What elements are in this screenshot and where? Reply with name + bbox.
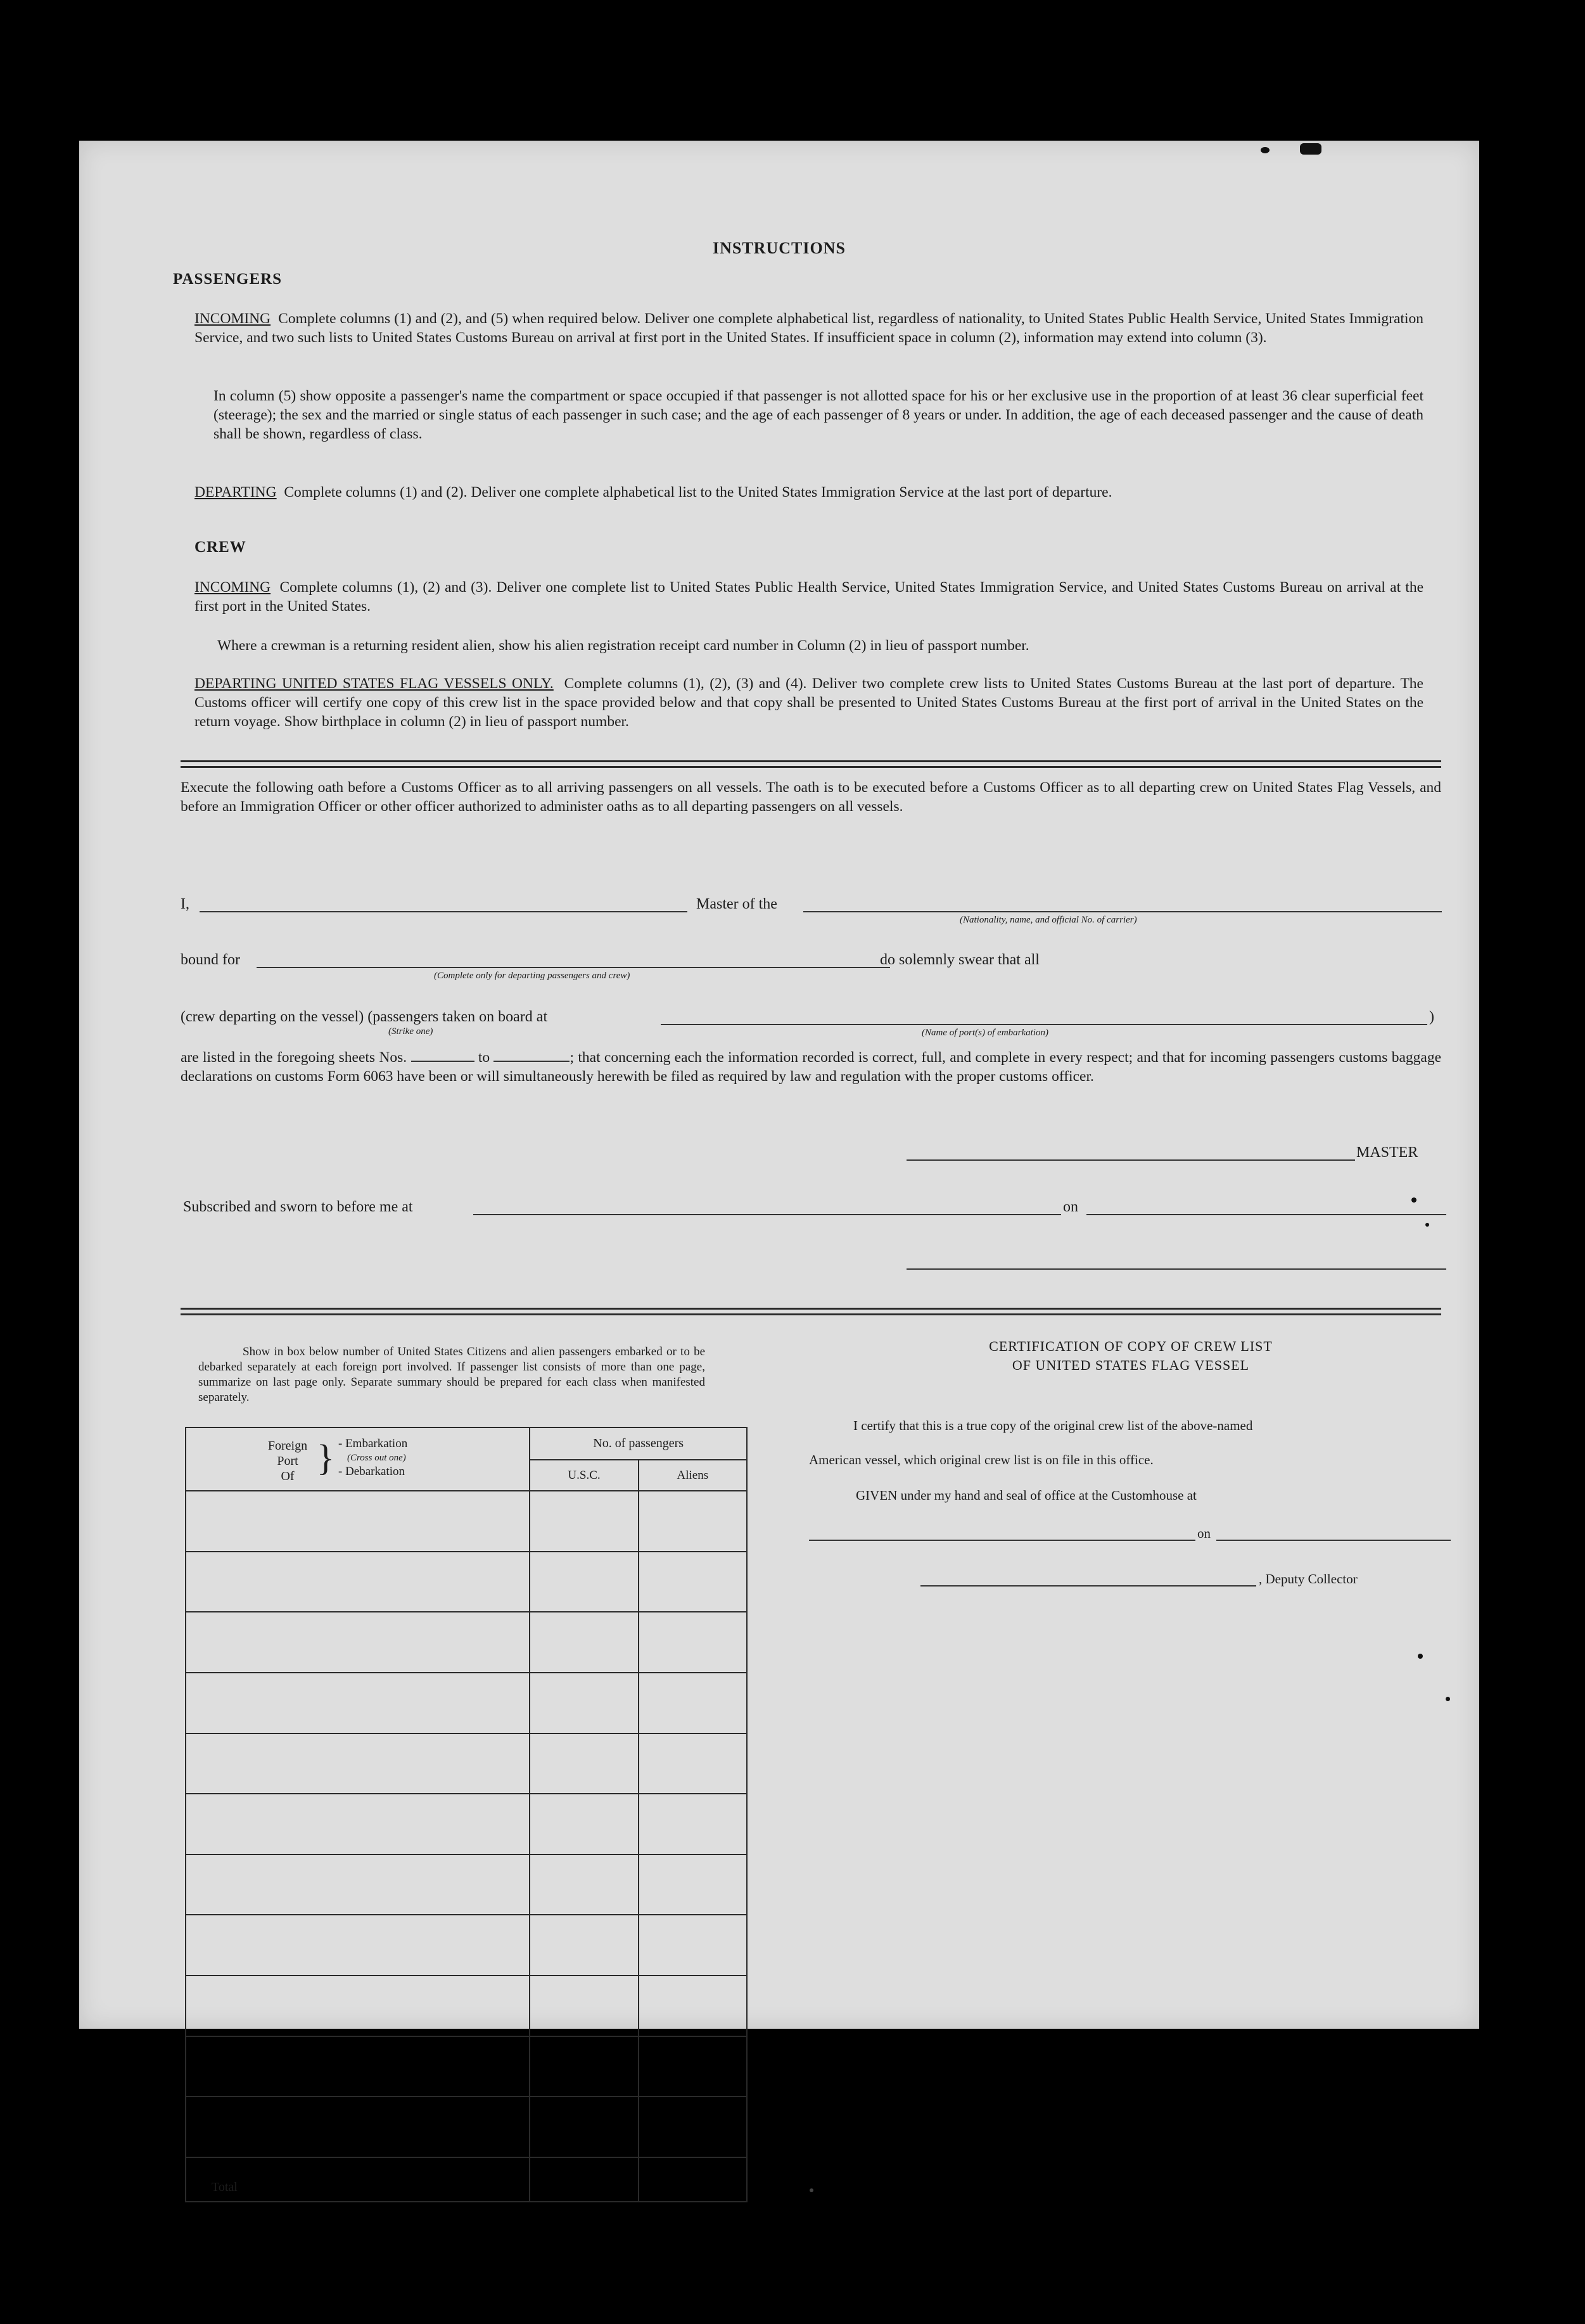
crew-incoming-text: Complete columns (1), (2) and (3). Deliver one complete list to United States Public Health Service, United States Immigration Service, and United States Customs Bureau on arrival at the first port in the United States. bbox=[194, 579, 1423, 615]
no-of-passengers-header: No. of passengers bbox=[530, 1427, 747, 1460]
master-label: MASTER bbox=[1356, 1144, 1418, 1161]
debarkation-label: - Debarkation bbox=[338, 1465, 405, 1478]
scan-speck bbox=[1261, 147, 1270, 153]
table-row[interactable] bbox=[186, 1552, 747, 1612]
bound-for-field[interactable] bbox=[257, 967, 890, 968]
passengers-heading: PASSENGERS bbox=[173, 271, 283, 288]
certification-title-line1: CERTIFICATION OF COPY OF CREW LIST bbox=[989, 1338, 1273, 1354]
table-row[interactable] bbox=[186, 2097, 747, 2157]
table-row[interactable] bbox=[186, 1491, 747, 1552]
passengers-incoming-text: Complete columns (1) and (2), and (5) when required below. Deliver one complete alphabetical list, regardless of nationality, to United States Public Health Service, United States Immigration Service, and two such lists to United States Customs Bureau on arrival at first port in the United States. If insufficient space in column (2), information may extend into column (3). bbox=[194, 310, 1423, 346]
sheet-from-field[interactable] bbox=[411, 1049, 474, 1062]
swear-label: do solemnly swear that all bbox=[880, 952, 1040, 968]
scan-speck bbox=[1418, 1654, 1423, 1659]
strike-one-note: (Strike one) bbox=[388, 1026, 433, 1037]
listed-paragraph bbox=[181, 1048, 1441, 1086]
table-row[interactable] bbox=[186, 1855, 747, 1915]
bound-note: (Complete only for departing passengers and crew) bbox=[434, 971, 630, 981]
table-row[interactable] bbox=[186, 1612, 747, 1673]
crew-departing-paragraph bbox=[194, 674, 1423, 731]
scan-speck bbox=[1425, 1223, 1429, 1227]
certification-on-label: on bbox=[1197, 1526, 1211, 1541]
foreign-label: Foreign bbox=[267, 1439, 308, 1453]
passengers-departing-paragraph bbox=[194, 483, 1423, 502]
table-row[interactable] bbox=[186, 1673, 747, 1733]
crew-departing-label: DEPARTING UNITED STATES FLAG VESSELS ONLY. bbox=[194, 675, 554, 692]
master-of-label: Master of the bbox=[696, 896, 777, 912]
passengers-incoming-paragraph bbox=[194, 309, 1423, 347]
of-label: Of bbox=[281, 1469, 295, 1483]
certification-date-field[interactable] bbox=[1216, 1540, 1451, 1541]
carrier-field[interactable] bbox=[803, 911, 1442, 912]
passengers-incoming-label: INCOMING bbox=[194, 310, 271, 327]
table-row[interactable] bbox=[186, 2036, 747, 2097]
embarkation-label: - Embarkation bbox=[338, 1437, 408, 1450]
bound-for-label: bound for bbox=[181, 952, 240, 968]
crew-heading: CREW bbox=[194, 539, 246, 556]
scan-speck bbox=[810, 2188, 813, 2192]
crew-departing-label-line: (crew departing on the vessel) (passengers taken on board at bbox=[181, 1009, 548, 1025]
usc-header: U.S.C. bbox=[530, 1460, 638, 1491]
subscribed-label: Subscribed and sworn to before me at bbox=[183, 1199, 413, 1215]
scan-speck bbox=[1300, 143, 1321, 155]
passenger-summary-table bbox=[185, 1427, 748, 2202]
crew-incoming-paragraph bbox=[194, 578, 1423, 616]
passengers-departing-label: DEPARTING bbox=[194, 484, 277, 501]
customhouse-field[interactable] bbox=[809, 1540, 1195, 1541]
brace-icon: } bbox=[317, 1437, 334, 1478]
officer-signature-field[interactable] bbox=[907, 1268, 1446, 1270]
sheet-to-field[interactable] bbox=[493, 1049, 570, 1062]
deputy-collector-field[interactable] bbox=[920, 1585, 1256, 1587]
scan-speck bbox=[1411, 1197, 1416, 1203]
deputy-collector-label: , Deputy Collector bbox=[1259, 1571, 1358, 1587]
passengers-column5-paragraph: In column (5) show opposite a passenger's name the compartment or space occupied if that passenger is not allotted space for his or her exclusive use in the proportion of at least 36 clear superficial feet (steerage); the sex and the married or single status of each passenger in such case; and the age of each passenger of 8 years or under. In addition, the age of each deceased passenger and the cause of death shall be shown, regardless of class. bbox=[213, 388, 1423, 442]
table-row[interactable] bbox=[186, 1794, 747, 1855]
form-title: INSTRUCTIONS bbox=[713, 239, 846, 257]
table-row[interactable] bbox=[186, 1976, 747, 2036]
crew-incoming-label: INCOMING bbox=[194, 579, 271, 596]
bottom-divider bbox=[181, 1308, 1441, 1315]
aliens-header: Aliens bbox=[639, 1460, 747, 1491]
crew-departing-text: Complete columns (1), (2), (3) and (4). Deliver two complete crew lists to United States Customs Bureau at the last port of departure. The Customs officer will certify one copy of this crew list in the space provided below and that copy shall be presented to United States Customs Bureau at the first port of arrival in the United States on the return voyage. Show birthplace in column (2) in lieu of passport number. bbox=[194, 675, 1423, 730]
subscribed-place-field[interactable] bbox=[473, 1214, 1061, 1215]
total-row[interactable] bbox=[186, 2157, 747, 2202]
summary-instructions: Show in box below number of United States Citizens and alien passengers embarked or to be debarked separately at each foreign port involved. If passenger list consists of more than one page, summarize on last page only. Separate summary should be prepared for each class when manifested separately. bbox=[198, 1345, 705, 1404]
certify-line1: I certify that this is a true copy of the original crew list of the above-named bbox=[853, 1418, 1253, 1433]
table-row[interactable] bbox=[186, 1915, 747, 1976]
form-sheet bbox=[79, 141, 1479, 2194]
oath-i-label: I, bbox=[181, 896, 189, 912]
master-name-field[interactable] bbox=[200, 911, 687, 912]
certification-title bbox=[814, 1337, 1448, 1375]
given-line: GIVEN under my hand and seal of office at the Customhouse at bbox=[856, 1488, 1197, 1503]
close-paren: ) bbox=[1429, 1009, 1434, 1025]
foreign-port-header bbox=[186, 1427, 530, 1491]
oath-intro: Execute the following oath before a Customs Officer as to all arriving passengers on all vessels. The oath is to be executed before a Customs Officer as to all departing crew on United States Flag Vessels, and before an Immigration Officer or other officer authorized to administer oaths as to all departing passengers on all vessels. bbox=[181, 779, 1441, 815]
listed-to: to bbox=[478, 1049, 490, 1066]
port-label: Port bbox=[277, 1454, 298, 1468]
listed-pre: are listed in the foregoing sheets Nos. bbox=[181, 1049, 407, 1066]
scan-speck bbox=[1446, 1697, 1450, 1701]
carrier-note: (Nationality, name, and official No. of carrier) bbox=[960, 915, 1137, 925]
master-signature-field[interactable] bbox=[907, 1159, 1355, 1161]
passengers-departing-text: Complete columns (1) and (2). Deliver one complete alphabetical list to the United States Immigration Service at the last port of departure. bbox=[284, 484, 1112, 501]
table-row[interactable] bbox=[186, 1733, 747, 1794]
certification-title-line2: OF UNITED STATES FLAG VESSEL bbox=[1012, 1357, 1250, 1373]
listed-post: ; that concerning each the information recorded is correct, full, and complete in every respect; and that for incoming passengers customs baggage declarations on customs Form 6063 have been or will simultaneously herewith be filed as required by law and regulation with the proper customs officer. bbox=[181, 1049, 1442, 1085]
subscribed-on-label: on bbox=[1063, 1199, 1078, 1215]
crew-resident-paragraph: Where a crewman is a returning resident alien, show his alien registration receipt card number in Column (2) in lieu of passport number. bbox=[217, 637, 1029, 654]
embarkation-port-field[interactable] bbox=[661, 1024, 1427, 1025]
certify-line2: American vessel, which original crew list is on file in this office. bbox=[809, 1452, 1154, 1467]
subscribed-date-field[interactable] bbox=[1086, 1214, 1446, 1215]
total-label: Total bbox=[186, 2157, 530, 2202]
section-divider bbox=[181, 760, 1441, 768]
cross-out-note: (Cross out one) bbox=[347, 1453, 406, 1463]
port-note: (Name of port(s) of embarkation) bbox=[922, 1028, 1048, 1038]
